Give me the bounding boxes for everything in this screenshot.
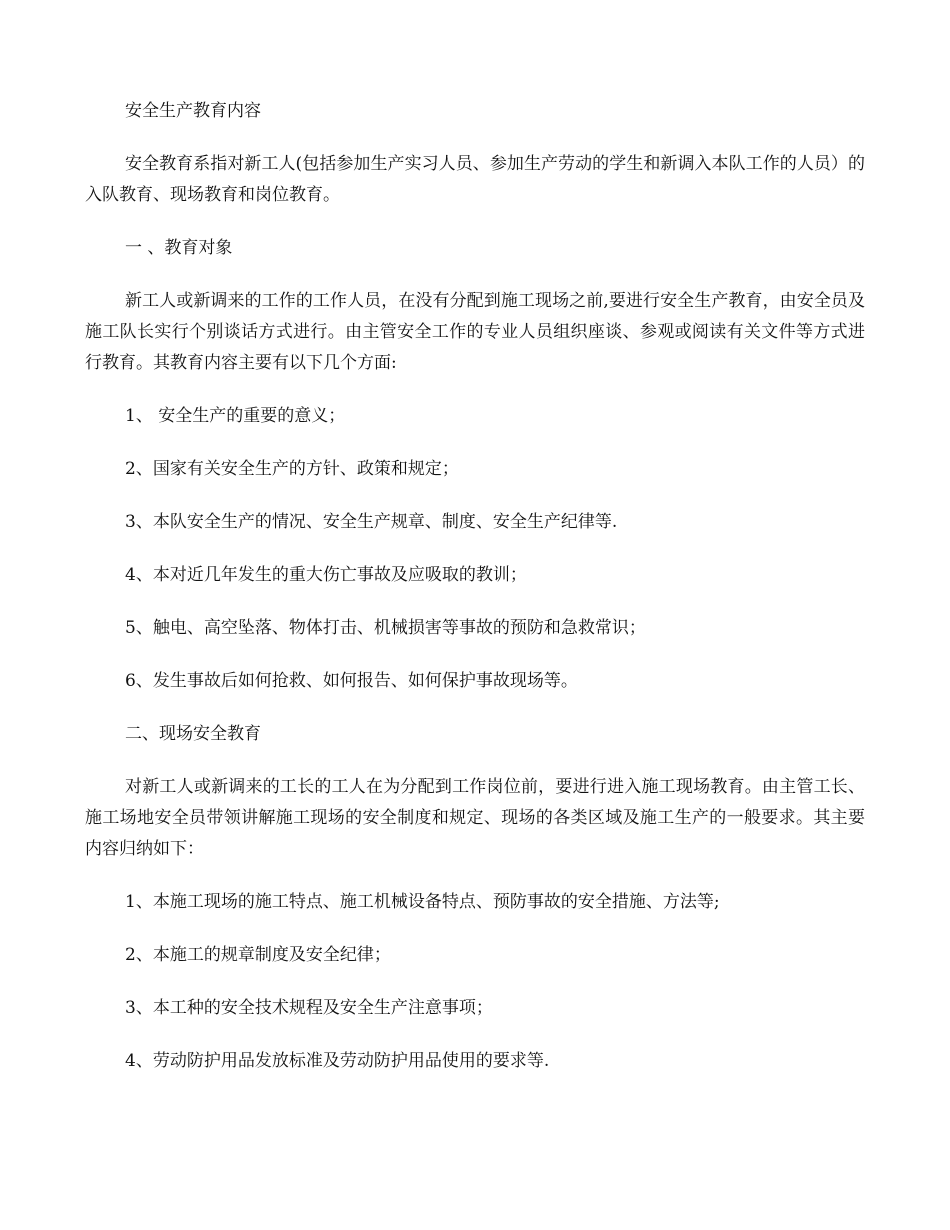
list-item: 3、本队安全生产的情况、安全生产规章、制度、安全生产纪律等. — [125, 512, 618, 532]
list-item: 2、国家有关安全生产的方针、政策和规定； — [125, 459, 459, 479]
list-item: 3、本工种的安全技术规程及安全生产注意事项； — [125, 998, 493, 1018]
section-heading-education-targets: 一 、教育对象 — [125, 238, 233, 258]
education-targets-paragraph: 新工人或新调来的工作的工作人员，在没有分配到施工现场之前,要进行安全生产教育，由安全员及施工队长实行个别谈话方式进行。由主管安全工作的专业人员组织座谈、参观或阅读有关文件等方式进行教育。其教育内容主要有以下几个方面: — [85, 291, 865, 373]
list-item: 5、触电、高空坠落、物体打击、机械损害等事故的预防和急救常识； — [125, 618, 646, 638]
list-item: 1、本施工现场的施工特点、施工机械设备特点、预防事故的安全措施、方法等; — [125, 892, 720, 912]
list-item: 4、劳动防护用品发放标准及劳动防护用品使用的要求等. — [125, 1051, 550, 1071]
site-safety-paragraph: 对新工人或新调来的工长的工人在为分配到工作岗位前，要进行进入施工现场教育。由主管工长、施工场地安全员带领讲解施工现场的安全制度和规定、现场的各类区域及施工生产的一般要求。其主要内容归纳如下： — [85, 777, 865, 859]
intro-paragraph: 安全教育系指对新工人(包括参加生产实习人员、参加生产劳动的学生和新调入本队工作的人员）的入队教育、现场教育和岗位教育。 — [85, 154, 865, 205]
document-title: 安全生产教育内容 — [125, 101, 261, 121]
list-item: 6、发生事故后如何抢救、如何报告、如何保护事故现场等。 — [125, 671, 578, 691]
list-item: 1、 安全生产的重要的意义； — [125, 406, 346, 426]
section-heading-site-safety: 二、现场安全教育 — [125, 724, 261, 744]
list-item: 2、本施工的规章制度及安全纪律； — [125, 945, 391, 965]
list-item: 4、本对近几年发生的重大伤亡事故及应吸取的教训； — [125, 565, 527, 585]
document-body — [85, 96, 865, 1099]
